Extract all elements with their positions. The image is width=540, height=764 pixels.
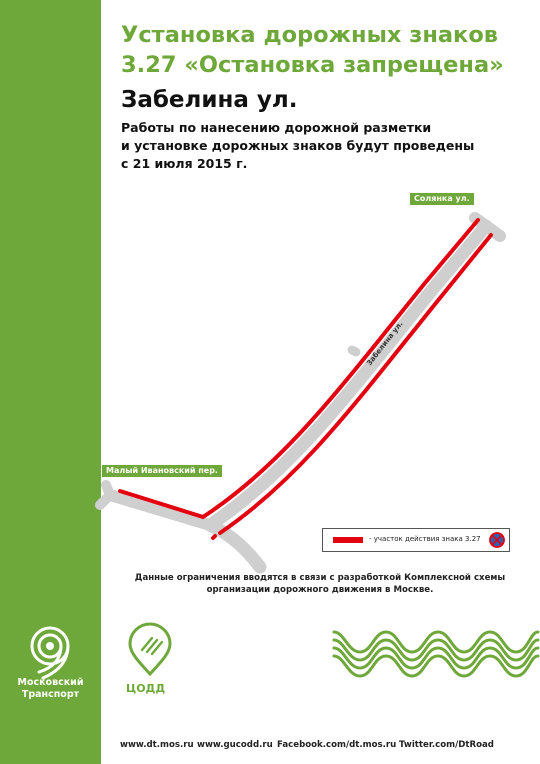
codd-label: ЦОДД	[126, 682, 166, 695]
intro-line-1: Работы по нанесению дорожной разметки	[121, 120, 432, 135]
note-line-2: организации дорожного движения в Москве.	[206, 585, 434, 595]
street-title: Забелина ул.	[121, 87, 298, 113]
restriction-zone-lower	[213, 536, 215, 538]
road-left-branch-upper	[110, 495, 210, 525]
tag-solyanka: Солянка ул.	[410, 193, 474, 205]
map-legend	[322, 528, 510, 552]
footer-link-gucodd[interactable]: www.gucodd.ru	[197, 740, 273, 750]
road-side-stub	[352, 350, 356, 352]
road-lower-branch	[210, 525, 260, 567]
restriction-zone-main	[203, 220, 478, 517]
road-left-stub-down	[100, 495, 110, 505]
tag-maly-ivanovsky: Малый Ивановский пер.	[102, 465, 222, 477]
intro-line-3: с 21 июля 2015 г.	[121, 156, 248, 171]
street-map	[82, 180, 532, 580]
title-line-1: Установка дорожных знаков	[121, 22, 499, 48]
codd-logo-icon	[122, 622, 178, 678]
no-stopping-sign-icon	[489, 532, 505, 548]
decorative-wave-pattern-icon	[330, 622, 540, 680]
footer-link-facebook[interactable]: Facebook.com/dt.mos.ru	[277, 740, 397, 750]
legend-label: - участок действия знака 3.27	[369, 535, 481, 543]
moscow-transport-label: Московский Транспорт	[17, 677, 84, 700]
intro-line-2: и установке дорожных знаков будут проведены	[121, 138, 475, 153]
footer-link-dt[interactable]: www.dt.mos.ru	[120, 740, 194, 750]
legend-zone-swatch	[333, 537, 363, 543]
intro-text	[121, 119, 531, 173]
restriction-note	[120, 572, 520, 596]
note-line-1: Данные ограничения вводятся в связи с разработкой Комплексной схемы	[134, 573, 506, 583]
footer-link-twitter[interactable]: Twitter.com/DtRoad	[399, 740, 494, 750]
page-title	[121, 20, 531, 80]
road-name-label: Забелина ул.	[365, 319, 405, 368]
title-line-2: 3.27 «Остановка запрещена»	[121, 52, 504, 78]
